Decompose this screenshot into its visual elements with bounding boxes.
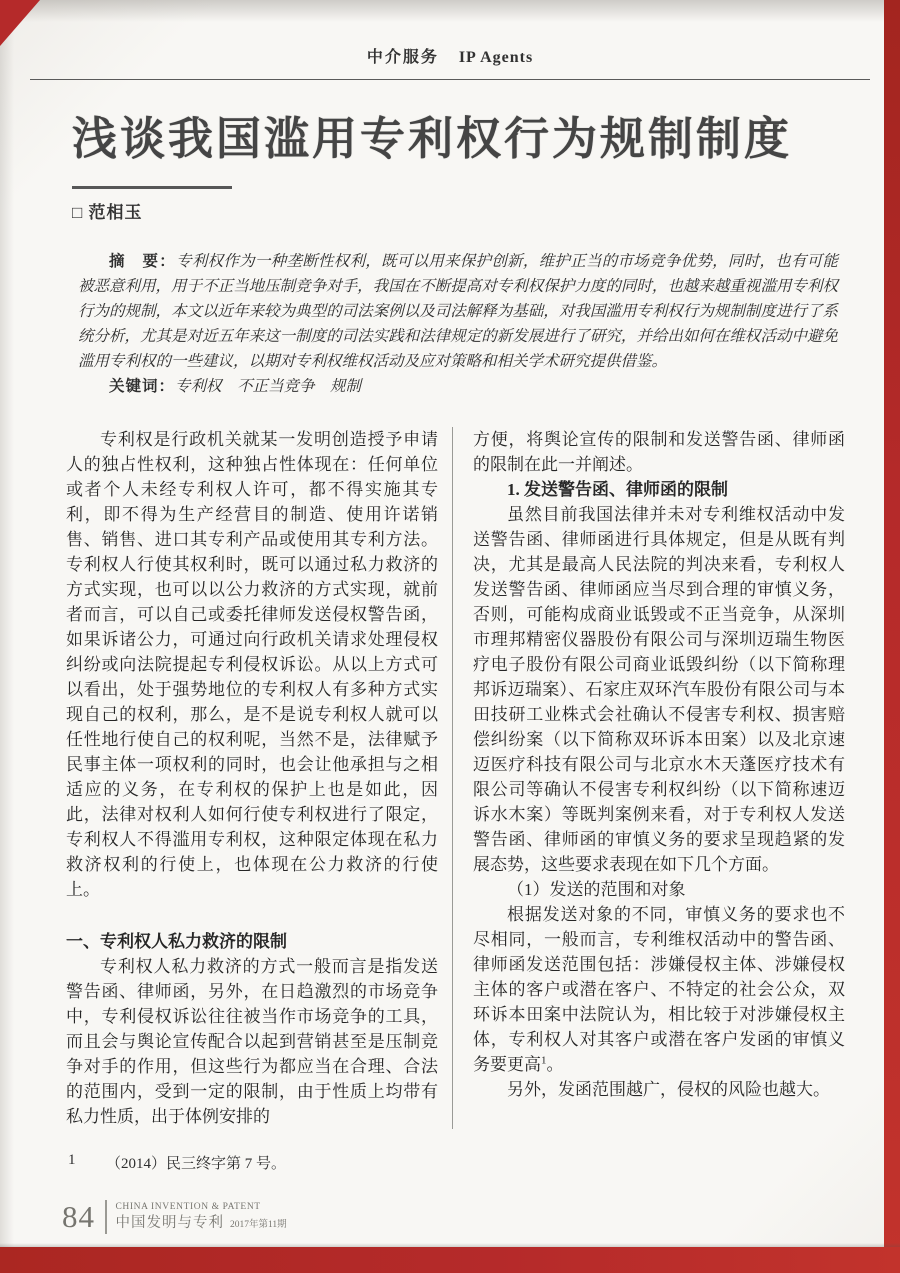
paragraph: 专利权是行政机关就某一发明创造授予申请人的独占性权利，这种独占性体现在：任何单位或者个人未经专利权人许可，都不得实施其专利，即不得为生产经营目的制造、使用许诺销售、销售、进口其专利产品或使用其专利方法。专利权人行使其权利时，既可以通过私力救济的方式实现，也可以以公力救济的方式实现，就前者而言，可以自己或委托律师发送侵权警告函，如果诉诸公力，可通过向行政机关请求处理侵权纠纷或向法院提起专利侵权诉讼。从以上方式可以看出，处于强势地位的专利权人有多种方式实现自己的权利，那么，是不是说专利权人就可以任性地行使自己的权利呢，当然不是，法律赋予民事主体一项权利的同时，也会让他承担与之相适应的义务，在专利权的保护上也是如此，因此，法律对权利人如何行使专利权进行了限定，专利权人不得滥用专利权，这种限定体现在私力救济权利的行使上，也体现在公力救济的行使上。	[66, 429, 438, 899]
title-rule	[72, 186, 232, 189]
journal-name-row	[116, 1214, 287, 1232]
paragraph-text: 根据发送对象的不同，审慎义务的要求也不尽相同，一般而言，专利维权活动中的警告函、律师函发送范围包括：涉嫌侵权主体、涉嫌侵权主体的客户或潜在客户、不特定的社会公众，双环诉本田案中法院认为，相比较于对涉嫌侵权主体，专利权人对其客户或潜在客户发函的审慎义务要更高	[473, 904, 845, 1074]
paragraph: 方便，将舆论宣传的限制和发送警告函、律师函的限制在此一并阐述。	[473, 429, 845, 474]
page-title: 浅谈我国滥用专利权行为规制制度	[72, 114, 793, 164]
list-item-heading: （1）发送的范围和对象	[507, 879, 686, 899]
left-column	[66, 427, 452, 1129]
footnote-text: （2014）民三终字第 7 号。	[106, 1156, 287, 1172]
sub-heading: 1. 发送警告函、律师函的限制	[507, 479, 728, 499]
red-edge-bottom	[0, 1247, 900, 1273]
paragraph: 另外，发函范围越广，侵权的风险也越大。	[507, 1079, 830, 1099]
abstract-text: 专利权作为一种垄断性权利，既可以用来保护创新，维护正当的市场竞争优势，同时，也有可能被恶意利用，用于不正当地压制竞争对手，我国在不断提高对专利权保护力度的同时，也越来越重视滥用专利权行为的规制，本文以近年来较为典型的司法案例以及司法解释为基础，对我国滥用专利权行为规制制度进行了系统分析，尤其是对近五年来这一制度的司法实践和法律规定的新发展进行了研究，并给出如何在维权活动中避免滥用专利权的一些建议，以期对专利权维权活动及应对策略和相关学术研究提供借鉴。	[78, 252, 838, 370]
issue-label: 2017年第11期	[230, 1219, 287, 1230]
section-label-en: IP Agents	[458, 49, 534, 66]
journal-name-en: CHINA INVENTION & PATENT	[115, 1202, 261, 1212]
journal-block	[116, 1202, 287, 1232]
paragraph-text: 。	[546, 1054, 564, 1074]
footnote	[68, 1152, 286, 1173]
red-corner-decoration	[0, 0, 40, 46]
body-columns	[66, 427, 845, 1129]
keywords-line	[78, 374, 838, 399]
author-name: □ 范相玉	[72, 202, 143, 222]
abstract-label: 摘 要：	[109, 252, 177, 270]
abstract-paragraph	[78, 249, 838, 374]
paragraph: 专利权人私力救济的方式一般而言是指发送警告函、律师函，另外，在日趋激烈的市场竞争中，专利侵权诉讼往往被当作市场竞争的工具，而且会与舆论宣传配合以起到营销甚至是压制竞争对手的作用，但这些行为都应当在合理、合法的范围内，受到一定的限制，由于性质上均带有私力性质，出于体例安排的	[66, 956, 438, 1126]
scan-shadow-top	[0, 0, 900, 22]
red-edge-right	[884, 0, 900, 1273]
section-heading: 一、专利权人私力救济的限制	[66, 931, 287, 951]
section-label-cn: 中介服务	[366, 49, 439, 66]
footer-divider	[105, 1200, 107, 1234]
page-footer	[62, 1199, 287, 1235]
keywords-text: 专利权 不正当竞争 规制	[175, 377, 362, 395]
paragraph: 虽然目前我国法律并未对专利维权活动中发送警告函、律师函进行具体规定，但是从既有判决，尤其是最高人民法院的判决来看，专利权人发送警告函、律师函应当尽到合理的审慎义务，否则，可能构成商业诋毁或不正当竞争，从深圳市理邦精密仪器股份有限公司与深圳迈瑞生物医疗电子股份有限公司商业诋毁纠纷（以下简称理邦诉迈瑞案）、石家庄双环汽车股份有限公司与本田技研工业株式会社确认不侵害专利权、损害赔偿纠纷案（以下简称双环诉本田案）以及北京速迈医疗科技有限公司与北京水木天蓬医疗技术有限公司等确认不侵害专利权纠纷（以下简称速迈诉水木案）等既判案例来看，对于专利权人发送警告函、律师函的审慎义务的要求呈现趋紧的发展态势，这些要求表现在如下几个方面。	[473, 504, 845, 874]
scan-shadow-left	[0, 0, 14, 1273]
right-column	[452, 427, 845, 1129]
footnote-reference: 1	[541, 1054, 547, 1067]
header-rule	[30, 79, 870, 80]
journal-name-cn: 中国发明与专利	[115, 1214, 224, 1231]
page-number: 84	[62, 1199, 95, 1234]
abstract-block	[78, 249, 838, 399]
keywords-label: 关键词：	[109, 377, 176, 395]
footnote-marker: 1	[68, 1152, 76, 1168]
paragraph	[473, 902, 845, 1077]
